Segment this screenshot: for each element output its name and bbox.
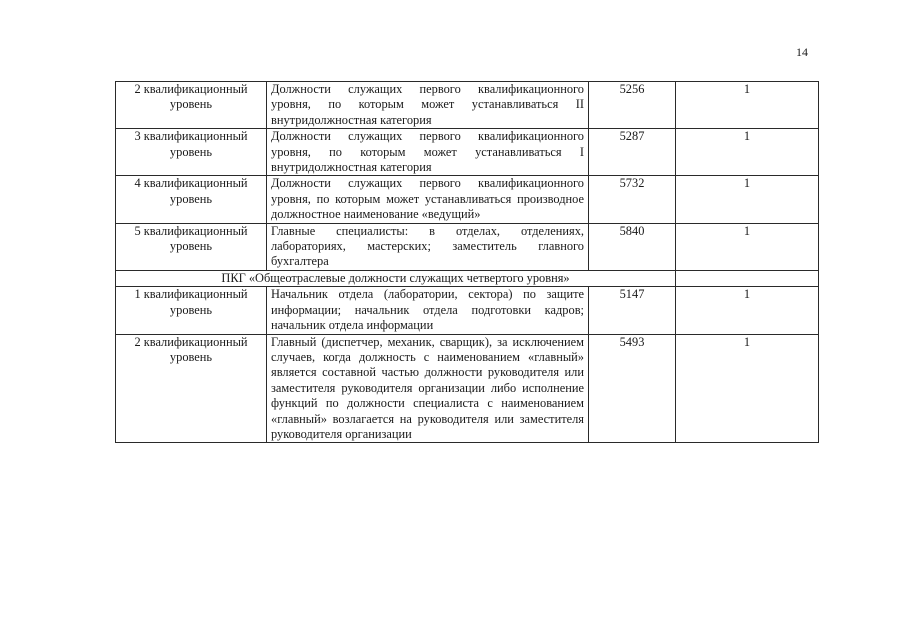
page-number: 14	[796, 45, 808, 59]
level-cell	[116, 334, 267, 443]
qualification-table	[115, 81, 819, 443]
group-header: ПКГ «Общеотраслевые должности служащих четвертого уровня»	[116, 270, 676, 286]
coefficient-cell: 1	[676, 129, 819, 176]
table-row	[116, 334, 819, 443]
description-cell: Должности служащих первого квалификационного уровня, по которым может устанавливаться II внутридолжностная категория	[267, 82, 589, 129]
level-line: уровень	[169, 144, 213, 159]
amount-cell: 5147	[589, 287, 676, 334]
amount-cell: 5840	[589, 223, 676, 270]
amount-cell: 5256	[589, 82, 676, 129]
table-row	[116, 176, 819, 223]
description-cell: Должности служащих первого квалификационного уровня, по которым может устанавливаться производное должностное наименование «ведущий»	[267, 176, 589, 223]
level-cell	[116, 287, 267, 334]
coefficient-cell: 1	[676, 223, 819, 270]
table-row	[116, 82, 819, 129]
coefficient-cell: 1	[676, 82, 819, 129]
table-row	[116, 287, 819, 334]
level-line: 4 квалификационный	[134, 176, 248, 191]
level-line: 1 квалификационный	[134, 287, 248, 302]
amount-cell: 5287	[589, 129, 676, 176]
empty-cell	[676, 270, 819, 286]
description-cell: Главный (диспетчер, механик, сварщик), за исключением случаев, когда должность с наименованием «главный» является составной частью должности руководителя или заместителя руководителя организации либо исполнение функций по должности специалиста с наименованием «главный» возлагается на руководителя или заместителя руководителя организации	[267, 334, 589, 443]
level-line: 2 квалификационный	[134, 82, 248, 96]
coefficient-cell: 1	[676, 334, 819, 443]
coefficient-cell: 1	[676, 287, 819, 334]
level-cell	[116, 176, 267, 223]
level-line: уровень	[169, 349, 213, 364]
table-row	[116, 223, 819, 270]
amount-cell: 5493	[589, 334, 676, 443]
level-line: 3 квалификационный	[134, 129, 248, 144]
level-line: уровень	[169, 302, 213, 317]
amount-cell: 5732	[589, 176, 676, 223]
description-cell: Главные специалисты: в отделах, отделениях, лабораториях, мастерских; заместитель главного бухгалтера	[267, 223, 589, 270]
description-cell: Начальник отдела (лаборатории, сектора) по защите информации; начальник отдела подготовки кадров; начальник отдела информации	[267, 287, 589, 334]
level-line: уровень	[169, 97, 213, 112]
level-cell	[116, 82, 267, 129]
description-cell: Должности служащих первого квалификационного уровня, по которым может устанавливаться I внутридолжностная категория	[267, 129, 589, 176]
level-cell	[116, 129, 267, 176]
table-row	[116, 129, 819, 176]
group-header-row	[116, 270, 819, 286]
coefficient-cell: 1	[676, 176, 819, 223]
level-cell	[116, 223, 267, 270]
level-line: уровень	[169, 191, 213, 206]
level-line: 2 квалификационный	[134, 334, 248, 349]
level-line: уровень	[169, 239, 213, 254]
level-line: 5 квалификационный	[134, 223, 248, 238]
